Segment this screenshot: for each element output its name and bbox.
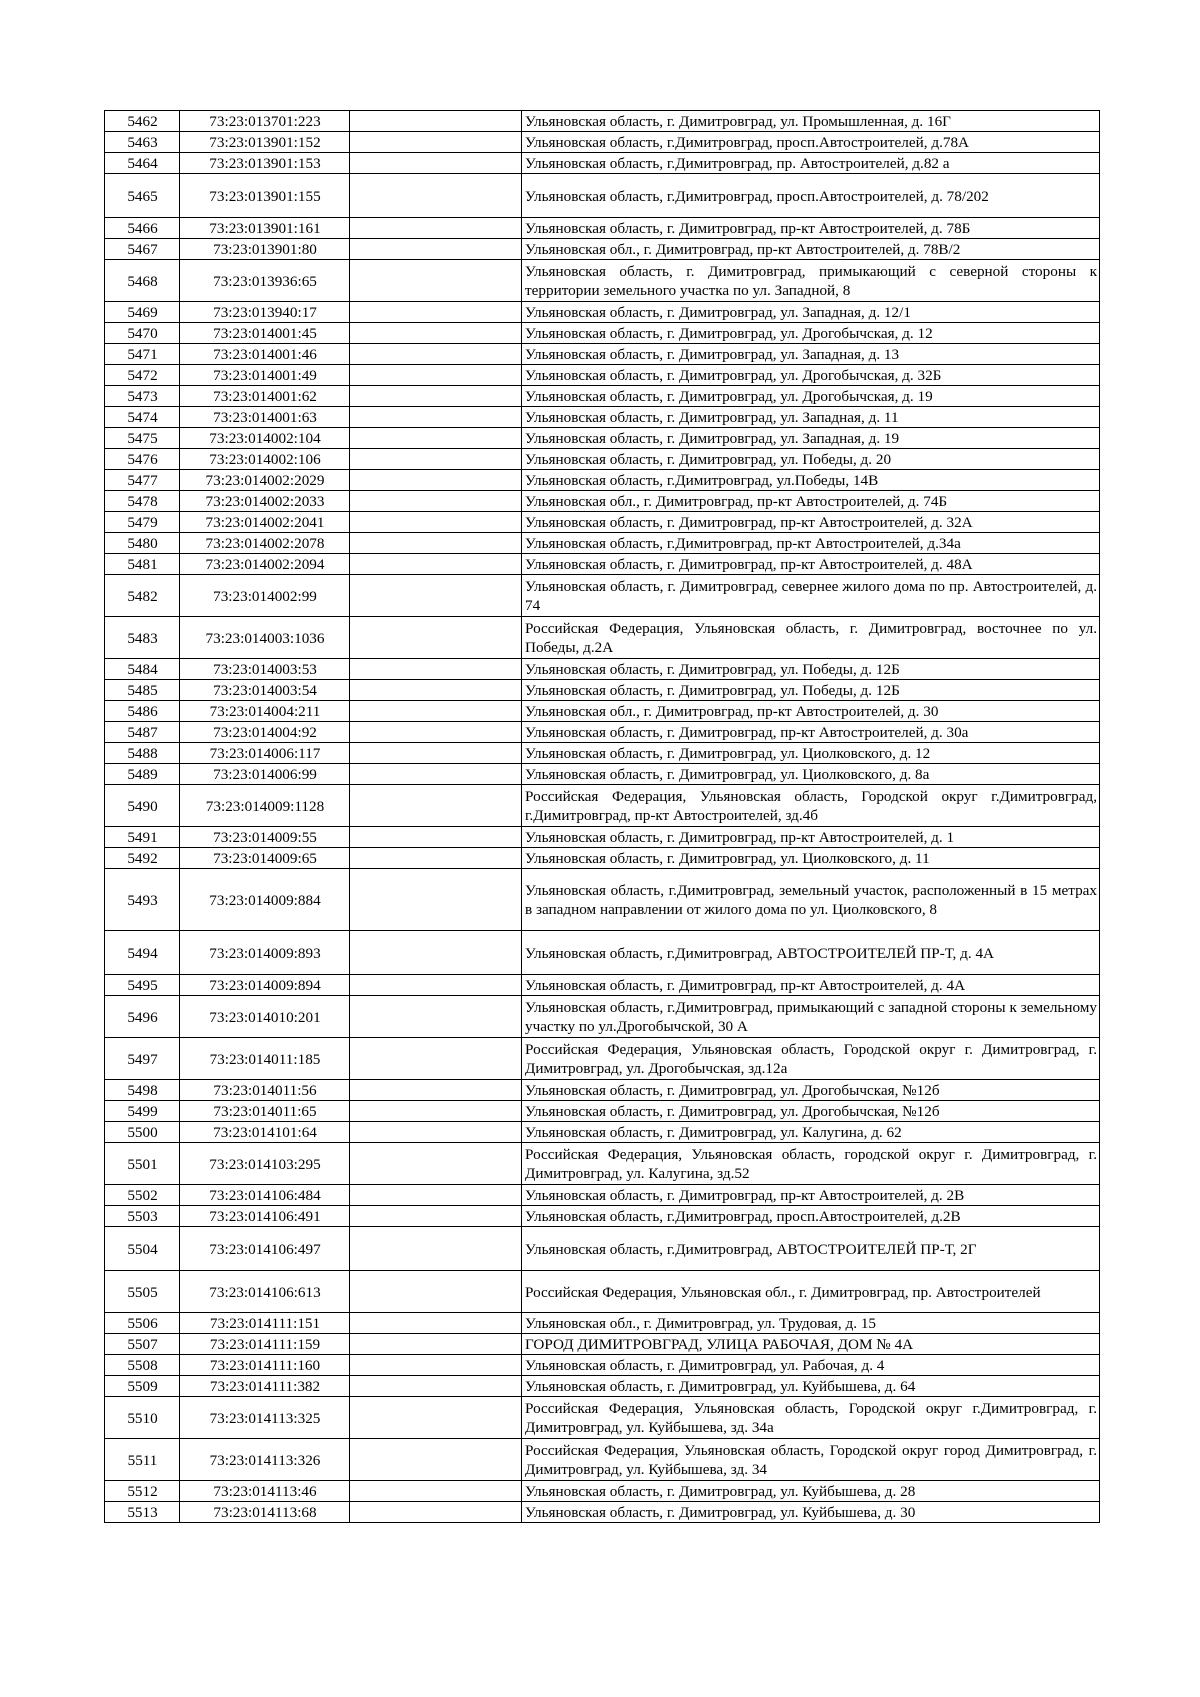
cadastral-table (104, 110, 1100, 1523)
cadastral-number-cell: 73:23:014011:65 (180, 1101, 350, 1122)
table-row (105, 428, 1100, 449)
cadastral-number-cell: 73:23:014106:484 (180, 1185, 350, 1206)
row-number-cell: 5513 (105, 1502, 180, 1523)
address-cell: Ульяновская область, г. Димитровград, ул. Калугина, д. 62 (522, 1122, 1100, 1143)
address-cell: Ульяновская область, г. Димитровград, ул. Дрогобычская, №12б (522, 1101, 1100, 1122)
empty-cell (350, 1397, 522, 1439)
address-cell: Ульяновская обл., г. Димитровград, пр-кт Автостроителей, д. 74Б (522, 491, 1100, 512)
table-row (105, 617, 1100, 659)
empty-cell (350, 533, 522, 554)
address-cell: Ульяновская область, г. Димитровград, ул. Куйбышева, д. 30 (522, 1502, 1100, 1523)
cadastral-number-cell: 73:23:014009:894 (180, 975, 350, 996)
empty-cell (350, 218, 522, 239)
address-cell: Ульяновская область, г. Димитровград, ул. Рабочая, д. 4 (522, 1355, 1100, 1376)
row-number-cell: 5478 (105, 491, 180, 512)
empty-cell (350, 174, 522, 218)
table-row (105, 848, 1100, 869)
row-number-cell: 5464 (105, 153, 180, 174)
row-number-cell: 5465 (105, 174, 180, 218)
empty-cell (350, 1080, 522, 1101)
cadastral-number-cell: 73:23:013701:223 (180, 111, 350, 132)
row-number-cell: 5504 (105, 1227, 180, 1271)
row-number-cell: 5488 (105, 743, 180, 764)
cadastral-number-cell: 73:23:014003:1036 (180, 617, 350, 659)
empty-cell (350, 111, 522, 132)
empty-cell (350, 365, 522, 386)
table-row (105, 1481, 1100, 1502)
address-cell: Ульяновская область, г. Димитровград, пр-кт Автостроителей, д. 1 (522, 827, 1100, 848)
empty-cell (350, 1313, 522, 1334)
cadastral-number-cell: 73:23:014106:497 (180, 1227, 350, 1271)
empty-cell (350, 1185, 522, 1206)
row-number-cell: 5489 (105, 764, 180, 785)
cadastral-number-cell: 73:23:014111:151 (180, 1313, 350, 1334)
cadastral-number-cell: 73:23:014004:92 (180, 722, 350, 743)
row-number-cell: 5470 (105, 323, 180, 344)
table-row (105, 975, 1100, 996)
cadastral-number-cell: 73:23:014009:65 (180, 848, 350, 869)
empty-cell (350, 386, 522, 407)
address-cell: Ульяновская обл., г. Димитровград, пр-кт Автостроителей, д. 78В/2 (522, 239, 1100, 260)
table-row (105, 996, 1100, 1038)
address-cell: Ульяновская область, г. Димитровград, ул. Дрогобычская, д. 12 (522, 323, 1100, 344)
table-row (105, 1227, 1100, 1271)
row-number-cell: 5466 (105, 218, 180, 239)
row-number-cell: 5475 (105, 428, 180, 449)
cadastral-number-cell: 73:23:014001:46 (180, 344, 350, 365)
address-cell: Ульяновская область, г.Димитровград, просп.Автостроителей, д.2В (522, 1206, 1100, 1227)
empty-cell (350, 1206, 522, 1227)
row-number-cell: 5485 (105, 680, 180, 701)
table-row (105, 512, 1100, 533)
empty-cell (350, 931, 522, 975)
empty-cell (350, 153, 522, 174)
table-row (105, 1439, 1100, 1481)
cadastral-number-cell: 73:23:014001:45 (180, 323, 350, 344)
cadastral-number-cell: 73:23:014113:326 (180, 1439, 350, 1481)
address-cell: Ульяновская область, г.Димитровград, пр-кт Автостроителей, д.34а (522, 533, 1100, 554)
table-row (105, 659, 1100, 680)
table-row (105, 132, 1100, 153)
address-cell: Ульяновская область, г.Димитровград, АВТОСТРОИТЕЛЕЙ ПР-Т, 2Г (522, 1227, 1100, 1271)
address-cell: Ульяновская обл., г. Димитровград, ул. Трудовая, д. 15 (522, 1313, 1100, 1334)
empty-cell (350, 869, 522, 931)
row-number-cell: 5508 (105, 1355, 180, 1376)
address-cell: Ульяновская область, г. Димитровград, ул. Победы, д. 12Б (522, 680, 1100, 701)
address-cell: ГОРОД ДИМИТРОВГРАД, УЛИЦА РАБОЧАЯ, ДОМ № 4А (522, 1334, 1100, 1355)
cadastral-number-cell: 73:23:014011:185 (180, 1038, 350, 1080)
table-row (105, 869, 1100, 931)
address-cell: Ульяновская область, г. Димитровград, ул. Циолковского, д. 8а (522, 764, 1100, 785)
table-row (105, 323, 1100, 344)
address-cell: Ульяновская область, г. Димитровград, пр-кт Автостроителей, д. 32А (522, 512, 1100, 533)
row-number-cell: 5495 (105, 975, 180, 996)
empty-cell (350, 1376, 522, 1397)
empty-cell (350, 575, 522, 617)
empty-cell (350, 344, 522, 365)
empty-cell (350, 785, 522, 827)
empty-cell (350, 743, 522, 764)
cadastral-number-cell: 73:23:014002:2094 (180, 554, 350, 575)
table-row (105, 239, 1100, 260)
address-cell: Ульяновская область, г. Димитровград, пр-кт Автостроителей, д. 78Б (522, 218, 1100, 239)
row-number-cell: 5493 (105, 869, 180, 931)
cadastral-number-cell: 73:23:014106:491 (180, 1206, 350, 1227)
row-number-cell: 5469 (105, 302, 180, 323)
table-row (105, 1122, 1100, 1143)
table-row (105, 1143, 1100, 1185)
row-number-cell: 5505 (105, 1271, 180, 1313)
empty-cell (350, 260, 522, 302)
empty-cell (350, 239, 522, 260)
table-row (105, 1038, 1100, 1080)
cadastral-number-cell: 73:23:014004:211 (180, 701, 350, 722)
empty-cell (350, 512, 522, 533)
row-number-cell: 5479 (105, 512, 180, 533)
table-row (105, 1355, 1100, 1376)
empty-cell (350, 407, 522, 428)
row-number-cell: 5502 (105, 1185, 180, 1206)
table-row (105, 785, 1100, 827)
address-cell: Ульяновская область, г. Димитровград, ул. Циолковского, д. 12 (522, 743, 1100, 764)
cadastral-number-cell: 73:23:014009:55 (180, 827, 350, 848)
cadastral-number-cell: 73:23:014002:2078 (180, 533, 350, 554)
row-number-cell: 5476 (105, 449, 180, 470)
table-row (105, 764, 1100, 785)
cadastral-number-cell: 73:23:014006:117 (180, 743, 350, 764)
empty-cell (350, 1355, 522, 1376)
row-number-cell: 5486 (105, 701, 180, 722)
empty-cell (350, 764, 522, 785)
table-row (105, 386, 1100, 407)
table-row (105, 1376, 1100, 1397)
row-number-cell: 5484 (105, 659, 180, 680)
address-cell: Ульяновская область, г. Димитровград, ул. Дрогобычская, д. 32Б (522, 365, 1100, 386)
table-row (105, 344, 1100, 365)
row-number-cell: 5463 (105, 132, 180, 153)
table-row (105, 1080, 1100, 1101)
table-row (105, 701, 1100, 722)
address-cell: Ульяновская область, г.Димитровград, АВТОСТРОИТЕЛЕЙ ПР-Т, д. 4А (522, 931, 1100, 975)
cadastral-number-cell: 73:23:014106:613 (180, 1271, 350, 1313)
row-number-cell: 5490 (105, 785, 180, 827)
address-cell: Российская Федерация, Ульяновская область, городской округ г. Димитровград, г. Димитровград, ул. Калугина, зд.52 (522, 1143, 1100, 1185)
address-cell: Ульяновская область, г.Димитровград, земельный участок, расположенный в 15 метрах в западном направлении от жилого дома по ул. Циолковского, 8 (522, 869, 1100, 931)
table-row (105, 218, 1100, 239)
row-number-cell: 5511 (105, 1439, 180, 1481)
empty-cell (350, 1122, 522, 1143)
empty-cell (350, 428, 522, 449)
empty-cell (350, 617, 522, 659)
row-number-cell: 5481 (105, 554, 180, 575)
row-number-cell: 5462 (105, 111, 180, 132)
row-number-cell: 5507 (105, 1334, 180, 1355)
address-cell: Ульяновская область, г. Димитровград, ул. Победы, д. 20 (522, 449, 1100, 470)
table-row (105, 365, 1100, 386)
empty-cell (350, 1502, 522, 1523)
table-row (105, 554, 1100, 575)
row-number-cell: 5471 (105, 344, 180, 365)
cadastral-number-cell: 73:23:014001:49 (180, 365, 350, 386)
address-cell: Российская Федерация, Ульяновская область, Городской округ г. Димитровград, г. Димитровград, ул. Дрогобычская, зд.12а (522, 1038, 1100, 1080)
cadastral-number-cell: 73:23:014111:159 (180, 1334, 350, 1355)
cadastral-number-cell: 73:23:014111:382 (180, 1376, 350, 1397)
cadastral-number-cell: 73:23:013940:17 (180, 302, 350, 323)
address-cell: Ульяновская область, г. Димитровград, ул. Циолковского, д. 11 (522, 848, 1100, 869)
cadastral-number-cell: 73:23:014003:53 (180, 659, 350, 680)
table-row (105, 533, 1100, 554)
row-number-cell: 5480 (105, 533, 180, 554)
address-cell: Ульяновская область, г. Димитровград, ул. Дрогобычская, д. 19 (522, 386, 1100, 407)
empty-cell (350, 1038, 522, 1080)
table-row (105, 174, 1100, 218)
row-number-cell: 5498 (105, 1080, 180, 1101)
cadastral-number-cell: 73:23:014009:884 (180, 869, 350, 931)
table-row (105, 1502, 1100, 1523)
address-cell: Ульяновская область, г. Димитровград, ул. Куйбышева, д. 28 (522, 1481, 1100, 1502)
row-number-cell: 5473 (105, 386, 180, 407)
cadastral-number-cell: 73:23:014002:2029 (180, 470, 350, 491)
empty-cell (350, 1334, 522, 1355)
table-row (105, 260, 1100, 302)
row-number-cell: 5501 (105, 1143, 180, 1185)
empty-cell (350, 132, 522, 153)
row-number-cell: 5477 (105, 470, 180, 491)
empty-cell (350, 722, 522, 743)
table-row (105, 449, 1100, 470)
row-number-cell: 5512 (105, 1481, 180, 1502)
address-cell: Ульяновская область, г. Димитровград, ул. Куйбышева, д. 64 (522, 1376, 1100, 1397)
table-row (105, 743, 1100, 764)
table-row (105, 111, 1100, 132)
empty-cell (350, 659, 522, 680)
address-cell: Ульяновская область, г. Димитровград, пр-кт Автостроителей, д. 4А (522, 975, 1100, 996)
table-row (105, 680, 1100, 701)
cadastral-number-cell: 73:23:013901:80 (180, 239, 350, 260)
address-cell: Ульяновская область, г.Димитровград, примыкающий с западной стороны к земельному участку по ул.Дрогобычской, 30 А (522, 996, 1100, 1038)
cadastral-number-cell: 73:23:014009:893 (180, 931, 350, 975)
row-number-cell: 5496 (105, 996, 180, 1038)
cadastral-number-cell: 73:23:014002:2033 (180, 491, 350, 512)
cadastral-number-cell: 73:23:014002:99 (180, 575, 350, 617)
table-row (105, 1397, 1100, 1439)
row-number-cell: 5474 (105, 407, 180, 428)
table-row (105, 931, 1100, 975)
table-row (105, 1101, 1100, 1122)
table-body (105, 111, 1100, 1523)
address-cell: Ульяновская область, г. Димитровград, ул. Промышленная, д. 16Г (522, 111, 1100, 132)
cadastral-number-cell: 73:23:013901:155 (180, 174, 350, 218)
row-number-cell: 5487 (105, 722, 180, 743)
row-number-cell: 5491 (105, 827, 180, 848)
row-number-cell: 5492 (105, 848, 180, 869)
cadastral-number-cell: 73:23:014002:106 (180, 449, 350, 470)
table-row (105, 153, 1100, 174)
address-cell: Ульяновская область, г. Димитровград, севернее жилого дома по пр. Автостроителей, д. 74 (522, 575, 1100, 617)
cadastral-number-cell: 73:23:013901:161 (180, 218, 350, 239)
empty-cell (350, 449, 522, 470)
empty-cell (350, 1143, 522, 1185)
address-cell: Ульяновская область, г. Димитровград, ул. Дрогобычская, №12б (522, 1080, 1100, 1101)
table-row (105, 407, 1100, 428)
address-cell: Ульяновская область, г.Димитровград, пр. Автостроителей, д.82 а (522, 153, 1100, 174)
cadastral-number-cell: 73:23:014001:62 (180, 386, 350, 407)
cadastral-number-cell: 73:23:014002:104 (180, 428, 350, 449)
empty-cell (350, 701, 522, 722)
row-number-cell: 5499 (105, 1101, 180, 1122)
empty-cell (350, 554, 522, 575)
address-cell: Российская Федерация, Ульяновская область, Городской округ г.Димитровград, г. Димитровград, ул. Куйбышева, зд. 34а (522, 1397, 1100, 1439)
cadastral-number-cell: 73:23:014009:1128 (180, 785, 350, 827)
empty-cell (350, 1439, 522, 1481)
row-number-cell: 5497 (105, 1038, 180, 1080)
address-cell: Ульяновская область, г. Димитровград, примыкающий с северной стороны к территории земельного участка по ул. Западной, 8 (522, 260, 1100, 302)
table-row (105, 1206, 1100, 1227)
empty-cell (350, 1481, 522, 1502)
empty-cell (350, 827, 522, 848)
empty-cell (350, 680, 522, 701)
row-number-cell: 5510 (105, 1397, 180, 1439)
empty-cell (350, 996, 522, 1038)
empty-cell (350, 1271, 522, 1313)
address-cell: Российская Федерация, Ульяновская область, Городской округ г.Димитровград, г.Димитровград, пр-кт Автостроителей, зд.4б (522, 785, 1100, 827)
row-number-cell: 5509 (105, 1376, 180, 1397)
cadastral-number-cell: 73:23:014010:201 (180, 996, 350, 1038)
address-cell: Ульяновская область, г. Димитровград, пр-кт Автостроителей, д. 2В (522, 1185, 1100, 1206)
table-row (105, 827, 1100, 848)
address-cell: Ульяновская область, г. Димитровград, ул. Западная, д. 11 (522, 407, 1100, 428)
row-number-cell: 5503 (105, 1206, 180, 1227)
address-cell: Ульяновская область, г. Димитровград, ул. Западная, д. 13 (522, 344, 1100, 365)
cadastral-number-cell: 73:23:013901:153 (180, 153, 350, 174)
row-number-cell: 5506 (105, 1313, 180, 1334)
address-cell: Российская Федерация, Ульяновская область, г. Димитровград, восточнее по ул. Победы, д.2А (522, 617, 1100, 659)
address-cell: Ульяновская область, г. Димитровград, ул. Западная, д. 19 (522, 428, 1100, 449)
empty-cell (350, 975, 522, 996)
cadastral-number-cell: 73:23:014001:63 (180, 407, 350, 428)
empty-cell (350, 1227, 522, 1271)
table-row (105, 575, 1100, 617)
cadastral-number-cell: 73:23:014103:295 (180, 1143, 350, 1185)
address-cell: Российская Федерация, Ульяновская обл., г. Димитровград, пр. Автостроителей (522, 1271, 1100, 1313)
table-row (105, 302, 1100, 323)
empty-cell (350, 848, 522, 869)
cadastral-number-cell: 73:23:014003:54 (180, 680, 350, 701)
empty-cell (350, 491, 522, 512)
row-number-cell: 5483 (105, 617, 180, 659)
empty-cell (350, 470, 522, 491)
address-cell: Ульяновская область, г. Димитровград, пр-кт Автостроителей, д. 48А (522, 554, 1100, 575)
address-cell: Ульяновская область, г.Димитровград, ул.Победы, 14В (522, 470, 1100, 491)
cadastral-number-cell: 73:23:014113:325 (180, 1397, 350, 1439)
row-number-cell: 5472 (105, 365, 180, 386)
row-number-cell: 5494 (105, 931, 180, 975)
row-number-cell: 5500 (105, 1122, 180, 1143)
table-row (105, 470, 1100, 491)
address-cell: Российская Федерация, Ульяновская область, Городской округ город Димитровград, г. Димитровград, ул. Куйбышева, зд. 34 (522, 1439, 1100, 1481)
cadastral-number-cell: 73:23:013901:152 (180, 132, 350, 153)
cadastral-number-cell: 73:23:014011:56 (180, 1080, 350, 1101)
row-number-cell: 5467 (105, 239, 180, 260)
cadastral-number-cell: 73:23:014006:99 (180, 764, 350, 785)
address-cell: Ульяновская область, г.Димитровград, просп.Автостроителей, д. 78/202 (522, 174, 1100, 218)
table-row (105, 1271, 1100, 1313)
cadastral-number-cell: 73:23:014113:68 (180, 1502, 350, 1523)
cadastral-number-cell: 73:23:013936:65 (180, 260, 350, 302)
row-number-cell: 5468 (105, 260, 180, 302)
address-cell: Ульяновская область, г. Димитровград, ул. Западная, д. 12/1 (522, 302, 1100, 323)
cadastral-number-cell: 73:23:014101:64 (180, 1122, 350, 1143)
empty-cell (350, 302, 522, 323)
table-row (105, 722, 1100, 743)
cadastral-number-cell: 73:23:014113:46 (180, 1481, 350, 1502)
address-cell: Ульяновская обл., г. Димитровград, пр-кт Автостроителей, д. 30 (522, 701, 1100, 722)
table-row (105, 1185, 1100, 1206)
cadastral-number-cell: 73:23:014111:160 (180, 1355, 350, 1376)
empty-cell (350, 1101, 522, 1122)
empty-cell (350, 323, 522, 344)
address-cell: Ульяновская область, г. Димитровград, пр-кт Автостроителей, д. 30а (522, 722, 1100, 743)
address-cell: Ульяновская область, г.Димитровград, просп.Автостроителей, д.78А (522, 132, 1100, 153)
cadastral-number-cell: 73:23:014002:2041 (180, 512, 350, 533)
address-cell: Ульяновская область, г. Димитровград, ул. Победы, д. 12Б (522, 659, 1100, 680)
row-number-cell: 5482 (105, 575, 180, 617)
table-row (105, 1334, 1100, 1355)
table-row (105, 491, 1100, 512)
table-row (105, 1313, 1100, 1334)
